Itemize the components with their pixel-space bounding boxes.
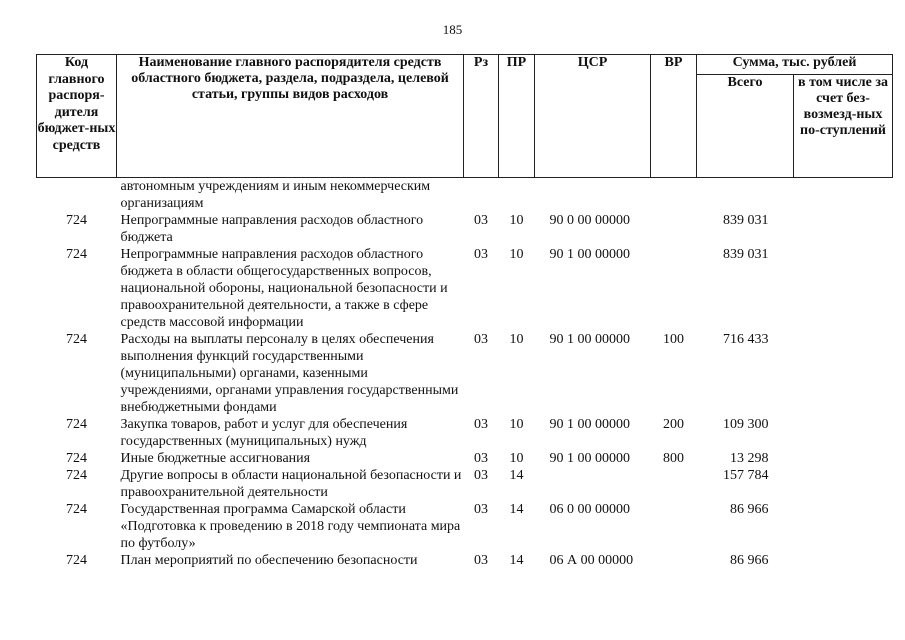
table-row — [37, 467, 893, 501]
cell-total: 716 433 — [723, 332, 769, 347]
cell-code: 724 — [66, 247, 87, 262]
header-total: Всего — [697, 75, 794, 178]
cell-rz: 03 — [474, 417, 488, 432]
cell-csr: 90 1 00 00000 — [549, 417, 630, 432]
header-csr: ЦСР — [535, 55, 651, 178]
cell-rz: 03 — [474, 213, 488, 228]
cell-pr: 14 — [509, 553, 524, 568]
cell-free — [794, 246, 893, 331]
cell-csr: 90 1 00 00000 — [549, 332, 630, 347]
cell-code: 724 — [66, 213, 87, 228]
header-vr: ВР — [651, 55, 697, 178]
cell-name: Государственная программа Самарской области «Подготовка к проведению в 2018 году чемпионата мира по футболу» — [120, 502, 461, 551]
cell-pr: 10 — [509, 332, 524, 347]
cell-code: 724 — [66, 553, 87, 568]
cell-rz: 03 — [474, 553, 488, 568]
cell-vr — [651, 246, 697, 331]
cell-pr: 10 — [509, 247, 524, 262]
cell-free — [794, 331, 893, 416]
cell-csr — [535, 467, 651, 501]
cell-vr — [651, 178, 697, 213]
table-row — [37, 552, 893, 569]
cell-pr: 10 — [509, 213, 524, 228]
cell-name: Расходы на выплаты персоналу в целях обеспечения выполнения функций государственными (муниципальными) органами, казенными учреждениями, органами управления государственными внебюджетными фондами — [120, 332, 459, 415]
cell-name: Иные бюджетные ассигнования — [120, 451, 311, 466]
cell-name: автономным учреждениям и иным некоммерческим организациям — [120, 179, 431, 211]
cell-csr: 06 0 00 00000 — [549, 502, 630, 517]
table-row — [37, 331, 893, 416]
cell-name: Другие вопросы в области национальной безопасности и правоохранительной деятельности — [120, 468, 462, 500]
cell-vr: 100 — [663, 332, 684, 347]
cell-csr: 90 1 00 00000 — [549, 247, 630, 262]
cell-csr: 90 0 00 00000 — [549, 213, 630, 228]
cell-vr — [651, 467, 697, 501]
header-free: в том числе за счет без-возмезд-ных по-ступлений — [794, 75, 893, 178]
cell-free — [794, 212, 893, 246]
cell-name: План мероприятий по обеспечению безопасности — [120, 553, 418, 568]
table-row — [37, 416, 893, 450]
budget-table — [36, 54, 893, 569]
cell-pr: 10 — [509, 451, 524, 466]
cell-vr: 800 — [663, 451, 684, 466]
cell-total: 157 784 — [723, 468, 769, 483]
cell-code: 724 — [66, 451, 87, 466]
cell-total: 13 298 — [730, 451, 769, 466]
cell-vr — [651, 552, 697, 569]
cell-pr: 10 — [509, 417, 524, 432]
cell-pr: 14 — [509, 502, 524, 517]
table-row — [37, 501, 893, 552]
cell-free — [794, 552, 893, 569]
table-row — [37, 246, 893, 331]
cell-free — [794, 450, 893, 467]
cell-name: Закупка товаров, работ и услуг для обеспечения государственных (муниципальных) нужд — [120, 417, 408, 449]
cell-total: 839 031 — [723, 247, 769, 262]
cell-total: 86 966 — [730, 553, 769, 568]
cell-rz: 03 — [474, 332, 488, 347]
header-code: Код главного распоря-дителя бюджет-ных средств — [37, 55, 117, 178]
cell-code: 724 — [66, 502, 87, 517]
cell-free — [794, 416, 893, 450]
table-row — [37, 450, 893, 467]
cell-vr — [651, 501, 697, 552]
cell-free — [794, 501, 893, 552]
cell-vr: 200 — [663, 417, 684, 432]
header-name: Наименование главного распорядителя средств областного бюджета, раздела, подраздела, целевой статьи, группы видов расходов — [117, 55, 464, 178]
cell-csr: 06 А 00 00000 — [549, 553, 634, 568]
cell-rz — [464, 178, 499, 213]
header-sum-caption: Сумма, тыс. рублей — [697, 55, 893, 75]
table-row — [37, 178, 893, 213]
cell-rz: 03 — [474, 247, 488, 262]
cell-code: 724 — [66, 468, 87, 483]
cell-free — [794, 178, 893, 213]
cell-pr: 14 — [509, 468, 524, 483]
table-header — [37, 55, 893, 178]
cell-rz: 03 — [474, 451, 488, 466]
cell-name: Непрограммные направления расходов областного бюджета — [120, 213, 424, 245]
header-pr: ПР — [499, 55, 535, 178]
cell-total: 109 300 — [723, 417, 769, 432]
header-rz: Рз — [464, 55, 499, 178]
cell-vr — [651, 212, 697, 246]
table-body — [37, 178, 893, 570]
cell-name: Непрограммные направления расходов областного бюджета в области общегосударственных вопросов, национальной обороны, национальной безопасности и правоохранительной деятельности, а также в сфере средств массовой информации — [120, 247, 448, 330]
cell-csr — [535, 178, 651, 213]
cell-code: 724 — [66, 332, 87, 347]
cell-total: 839 031 — [723, 213, 769, 228]
cell-csr: 90 1 00 00000 — [549, 451, 630, 466]
cell-code — [37, 178, 117, 213]
cell-total: 86 966 — [730, 502, 769, 517]
cell-pr — [499, 178, 535, 213]
cell-code: 724 — [66, 417, 87, 432]
cell-rz: 03 — [474, 468, 488, 483]
table-row — [37, 212, 893, 246]
page-number: 185 — [442, 22, 463, 37]
cell-rz: 03 — [474, 502, 488, 517]
cell-free — [794, 467, 893, 501]
cell-total — [697, 178, 794, 213]
